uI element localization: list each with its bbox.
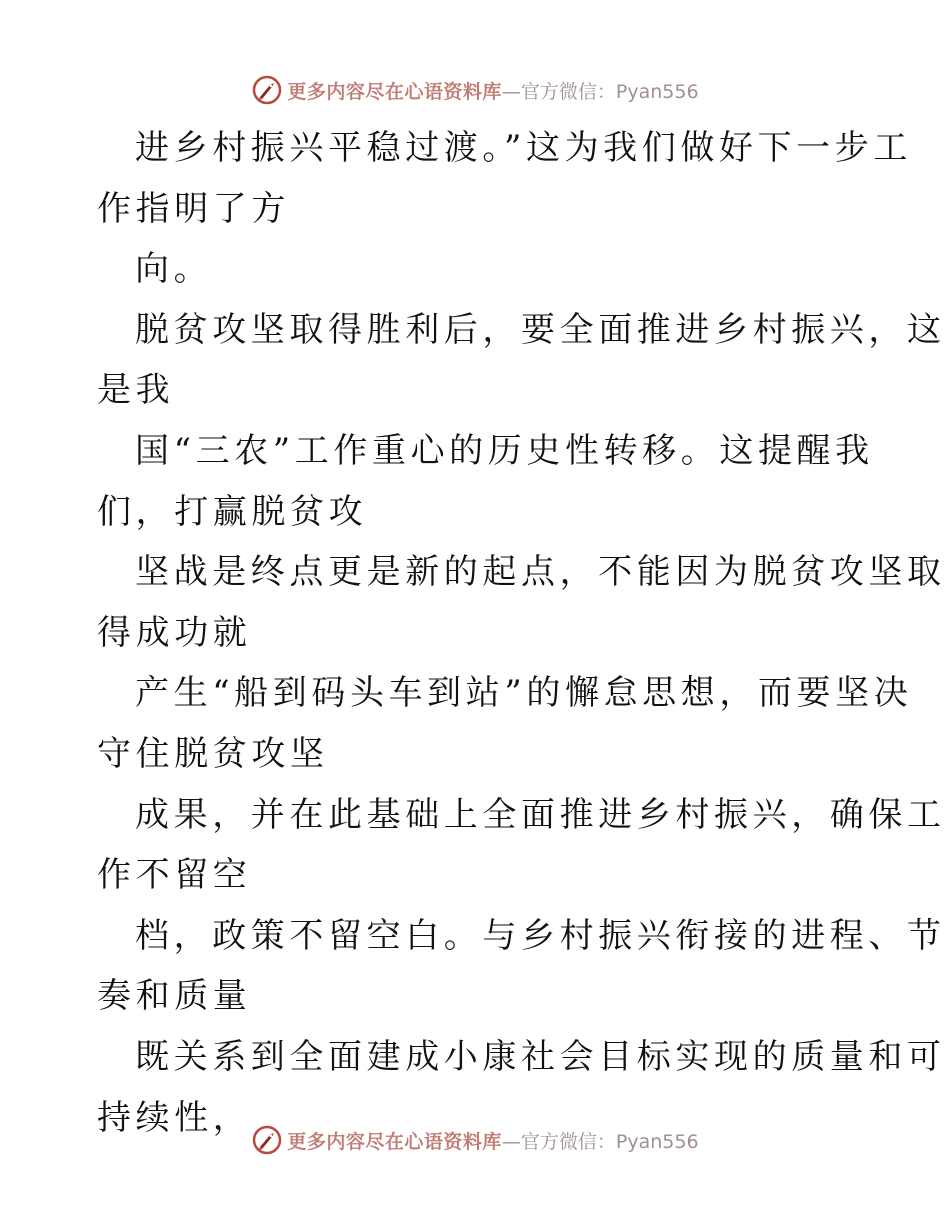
text-line: 向。 bbox=[135, 249, 213, 290]
fountain-pen-logo-icon bbox=[251, 1124, 283, 1156]
text-line: 脱贫攻坚取得胜利后，要全面推进乡村振兴，这 bbox=[135, 309, 946, 350]
text-line: 守住脱贫攻坚 bbox=[97, 733, 329, 774]
footer-watermark-contact: —官方微信：Pyan556 bbox=[501, 1130, 699, 1153]
text-line: 作不留空 bbox=[97, 855, 252, 896]
text-line: 产生“船到码头车到站”的懈怠思想，而要坚决 bbox=[135, 673, 913, 714]
fountain-pen-logo-icon bbox=[251, 74, 283, 106]
text-line: 持续性， bbox=[97, 1097, 252, 1138]
text-line: 得成功就 bbox=[97, 612, 252, 653]
header-watermark bbox=[0, 70, 950, 110]
text-line: 档，政策不留空白。与乡村振兴衔接的进程、节 bbox=[135, 915, 946, 956]
footer-watermark bbox=[0, 1120, 950, 1160]
text-line: 国“三农”工作重心的历史性转移。这提醒我 bbox=[135, 430, 874, 471]
text-line: 成果，并在此基础上全面推进乡村振兴，确保工 bbox=[135, 794, 946, 835]
text-line: 是我 bbox=[97, 370, 175, 411]
text-line: 进乡村振兴平稳过渡。”这为我们做好下一步工 bbox=[135, 128, 912, 168]
text-line: 奏和质量 bbox=[97, 976, 252, 1017]
text-line: 坚战是终点更是新的起点，不能因为脱贫攻坚取 bbox=[135, 552, 946, 593]
header-watermark-site: 更多内容尽在心语资料库 bbox=[287, 80, 502, 103]
text-line: 们，打赢脱贫攻 bbox=[97, 491, 368, 532]
text-line: 既关系到全面建成小康社会目标实现的质量和可 bbox=[135, 1036, 946, 1077]
document-body bbox=[97, 118, 946, 1148]
header-watermark-contact: —官方微信：Pyan556 bbox=[501, 80, 699, 103]
footer-watermark-site: 更多内容尽在心语资料库 bbox=[287, 1130, 502, 1153]
text-line: 作指明了方 bbox=[97, 188, 290, 229]
